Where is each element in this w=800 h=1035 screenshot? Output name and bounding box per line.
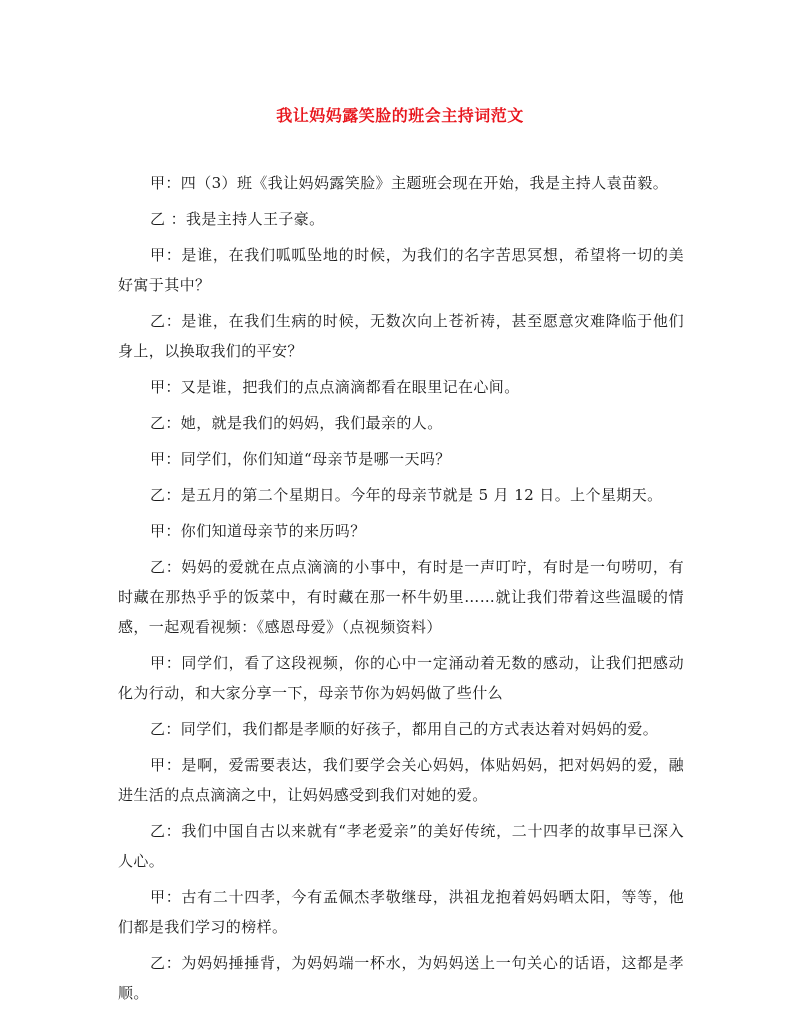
document-title: 我让妈妈露笑脸的班会主持词范文 [276, 106, 524, 125]
paragraph: 甲：你们知道母亲节的来历吗？ [150, 522, 366, 540]
paragraph: 乙：她，就是我们的妈妈，我们最亲的人。 [150, 414, 443, 432]
paragraph: 甲：古有二十四孝，今有孟佩杰孝敬继母，洪祖龙抱着妈妈晒太阳，等等，他们都是我们学习的榜样。 [118, 888, 684, 936]
document-body [118, 168, 684, 1014]
paragraph: 甲：同学们，你们知道“母亲节是哪一天吗？ [150, 450, 451, 468]
paragraph: 乙 ：我是主持人王子豪。 [150, 210, 325, 228]
paragraph: 甲：是啊，爱需要表达，我们要学会关心妈妈，体贴妈妈，把对妈妈的爱，融进生活的点点滴滴之中，让妈妈感受到我们对她的爱。 [118, 756, 684, 804]
paragraph: 乙：妈妈的爱就在点点滴滴的小事中，有时是一声叮咛，有时是一句唠叨，有时藏在那热乎乎的饭菜中，有时藏在那一杯牛奶里……就让我们带着这些温暖的情感，一起观看视频：《感恩母爱》（点视频资料） [118, 558, 684, 636]
paragraph: 甲：是谁，在我们呱呱坠地的时候，为我们的名字苦思冥想，希望将一切的美好寓于其中？ [118, 246, 684, 294]
paragraph: 甲：四（3）班《我让妈妈露笑脸》主题班会现在开始，我是主持人袁苗毅。 [150, 174, 669, 192]
paragraph: 甲：同学们，看了这段视频，你的心中一定涌动着无数的感动，让我们把感动化为行动，和大家分享一下，母亲节你为妈妈做了些什么 [118, 654, 684, 702]
paragraph: 乙：是五月的第二个星期日。今年的母亲节就是 5 月 12 日。上个星期天。 [150, 486, 663, 504]
paragraph: 乙：是谁，在我们生病的时候，无数次向上苍祈祷，甚至愿意灾难降临于他们身上，以换取我们的平安？ [118, 312, 684, 360]
paragraph: 甲：又是谁，把我们的点点滴滴都看在眼里记在心间。 [150, 378, 520, 396]
paragraph: 乙：我们中国自古以来就有“孝老爱亲”的美好传统，二十四孝的故事早已深入人心。 [118, 822, 684, 870]
paragraph: 乙：同学们，我们都是孝顺的好孩子，都用自己的方式表达着对妈妈的爱。 [150, 720, 659, 738]
paragraph: 乙：为妈妈捶捶背，为妈妈端一杯水，为妈妈送上一句关心的话语，这都是孝顺。 [118, 954, 684, 1002]
